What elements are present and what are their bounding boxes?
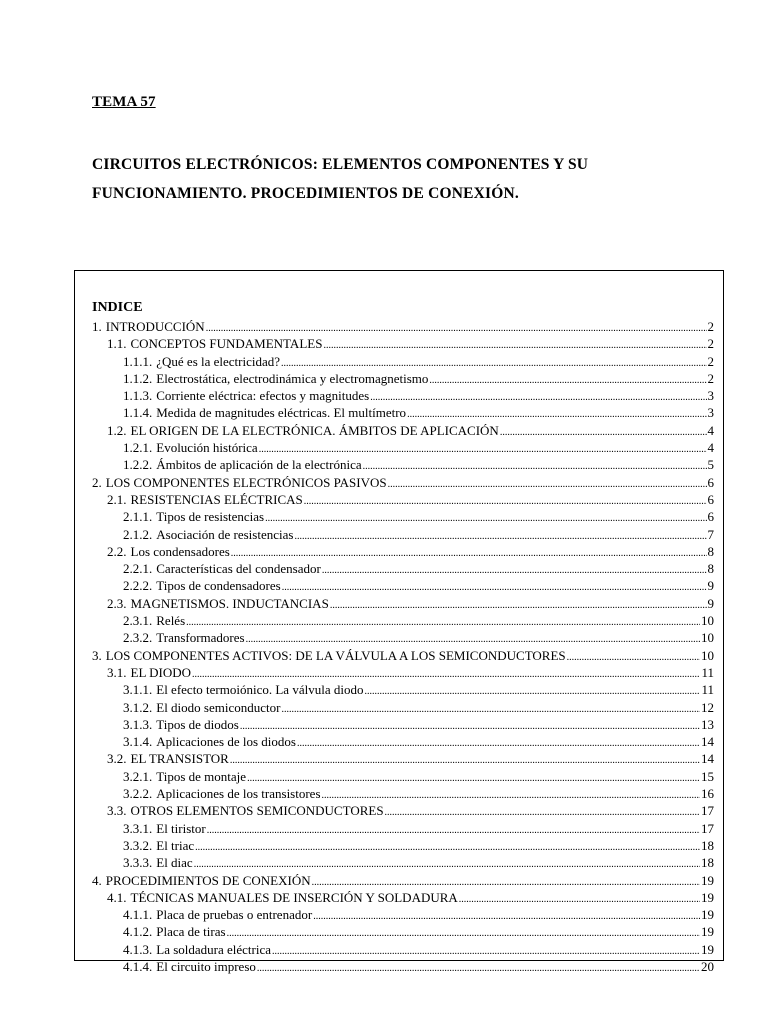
toc-entry bbox=[92, 577, 714, 594]
toc-entry-number: 3.3.2. bbox=[123, 837, 153, 853]
toc-entry-page: 4 bbox=[707, 440, 714, 456]
dot-leader bbox=[429, 372, 706, 387]
toc-entry-number: 2.3.1. bbox=[123, 613, 153, 629]
toc-entry-title: MAGNETISMOS. INDUCTANCIAS bbox=[130, 595, 329, 611]
document-title: CIRCUITOS ELECTRÓNICOS: ELEMENTOS COMPONENTES Y SU FUNCIONAMIENTO. PROCEDIMIENTOS DE CONEXIÓN. bbox=[92, 156, 589, 202]
toc-entry-page: 9 bbox=[707, 578, 714, 594]
toc-entry-title: La soldadura eléctrica bbox=[156, 941, 272, 957]
toc-entry-title: El tiristor bbox=[156, 820, 206, 836]
toc-entry-title: Ámbitos de aplicación de la electrónica bbox=[156, 457, 362, 473]
toc-entry-number: 1. bbox=[92, 319, 102, 334]
toc-entry bbox=[92, 681, 714, 698]
toc-entry bbox=[92, 941, 714, 958]
toc-entry-number: 3.2. bbox=[107, 751, 127, 767]
dot-leader bbox=[567, 649, 700, 664]
toc-entry-number: 3. bbox=[92, 647, 102, 663]
toc-entry-number: 1.1.1. bbox=[123, 353, 153, 369]
toc-entry bbox=[92, 318, 714, 335]
toc-entry-page: 2 bbox=[707, 319, 714, 334]
dot-leader bbox=[247, 770, 700, 785]
toc-entry-number: 2.3. bbox=[107, 595, 127, 611]
toc-entry-page: 6 bbox=[707, 474, 714, 490]
toc-entry-title: El triac bbox=[156, 837, 195, 853]
dot-leader bbox=[207, 822, 700, 837]
toc-entry-number: 4.1.4. bbox=[123, 958, 153, 974]
toc-entry-number: 4.1.2. bbox=[123, 924, 153, 940]
toc-entry-page: 11 bbox=[701, 682, 714, 698]
toc-entry-number: 2.3.2. bbox=[123, 630, 153, 646]
dot-leader bbox=[323, 337, 706, 352]
toc-entry-number: 1.1.3. bbox=[123, 388, 153, 404]
toc-entry-page: 10 bbox=[701, 630, 714, 646]
index-heading: INDICE bbox=[92, 300, 143, 315]
toc-entry bbox=[92, 768, 714, 785]
toc-entry-number: 2.2.1. bbox=[123, 561, 153, 577]
toc-entry bbox=[92, 491, 714, 508]
dot-leader bbox=[370, 389, 706, 404]
dot-leader bbox=[240, 718, 700, 733]
toc-entry-page: 5 bbox=[707, 457, 714, 473]
toc-entry-number: 2.2.2. bbox=[123, 578, 153, 594]
toc-entry-title: Tipos de montaje bbox=[156, 768, 247, 784]
toc-entry-title: TÉCNICAS MANUALES DE INSERCIÓN Y SOLDADURA bbox=[130, 889, 458, 905]
toc-entry bbox=[92, 733, 714, 750]
toc-entry-page: 10 bbox=[701, 613, 714, 629]
toc-entry-page: 13 bbox=[701, 716, 714, 732]
dot-leader bbox=[459, 891, 700, 906]
toc-entry-title: Aplicaciones de los diodos bbox=[156, 734, 296, 750]
toc-entry bbox=[92, 958, 714, 975]
topic-number: TEMA 57 bbox=[92, 94, 156, 110]
toc-entry-number: 3.1.4. bbox=[123, 734, 153, 750]
toc-entry-page: 18 bbox=[701, 855, 714, 871]
toc-entry bbox=[92, 456, 714, 473]
toc-entry-number: 1.1.2. bbox=[123, 370, 153, 386]
toc-entry-number: 4. bbox=[92, 872, 102, 888]
dot-leader bbox=[322, 787, 700, 802]
toc-entry-page: 18 bbox=[701, 837, 714, 853]
toc-entry-title: El efecto termoiónico. La válvula diodo bbox=[156, 682, 364, 698]
toc-entry bbox=[92, 508, 714, 525]
toc-entry-title: LOS COMPONENTES ACTIVOS: DE LA VÁLVULA A LOS SEMICONDUCTORES bbox=[105, 647, 566, 663]
toc-entry-page: 3 bbox=[707, 388, 714, 404]
toc-entry-title: OTROS ELEMENTOS SEMICONDUCTORES bbox=[130, 803, 384, 819]
toc-entry-title: Electrostática, electrodinámica y electromagnetismo bbox=[156, 370, 429, 386]
dot-leader bbox=[265, 510, 706, 525]
table-of-contents bbox=[92, 318, 714, 975]
toc-entry bbox=[92, 854, 714, 871]
toc-entry-page: 2 bbox=[707, 370, 714, 386]
toc-entry bbox=[92, 353, 714, 370]
toc-entry-page: 17 bbox=[701, 803, 714, 819]
toc-entry-number: 3.1.1. bbox=[123, 682, 153, 698]
toc-entry-title: Evolución histórica bbox=[156, 440, 258, 456]
toc-entry bbox=[92, 664, 714, 681]
toc-entry-title: PROCEDIMIENTOS DE CONEXIÓN bbox=[105, 872, 311, 888]
toc-entry-page: 9 bbox=[707, 595, 714, 611]
toc-entry-title: CONCEPTOS FUNDAMENTALES bbox=[130, 336, 323, 352]
toc-entry-title: Relés bbox=[156, 613, 186, 629]
toc-entry-number: 3.1.2. bbox=[123, 699, 153, 715]
toc-entry-title: Aplicaciones de los transistores bbox=[156, 786, 321, 802]
toc-entry bbox=[92, 335, 714, 352]
toc-entry-page: 17 bbox=[701, 820, 714, 836]
toc-entry-title: ¿Qué es la electricidad? bbox=[156, 353, 281, 369]
toc-entry bbox=[92, 785, 714, 802]
dot-leader bbox=[363, 458, 707, 473]
toc-entry bbox=[92, 370, 714, 387]
toc-entry-page: 19 bbox=[701, 924, 714, 940]
toc-entry-page: 7 bbox=[707, 526, 714, 542]
toc-entry-title: Características del condensador bbox=[156, 561, 321, 577]
toc-entry-title: LOS COMPONENTES ELECTRÓNICOS PASIVOS bbox=[105, 474, 387, 490]
toc-entry-page: 19 bbox=[701, 907, 714, 923]
toc-entry bbox=[92, 820, 714, 837]
toc-entry-page: 19 bbox=[701, 941, 714, 957]
toc-entry bbox=[92, 889, 714, 906]
toc-entry-title: Medida de magnitudes eléctricas. El multímetro bbox=[156, 405, 407, 421]
toc-entry-title: EL DIODO bbox=[130, 664, 192, 680]
toc-entry bbox=[92, 923, 714, 940]
toc-entry bbox=[92, 837, 714, 854]
dot-leader bbox=[230, 752, 700, 767]
toc-entry-number: 2.2. bbox=[107, 543, 127, 559]
toc-entry-title: El diac bbox=[156, 855, 193, 871]
toc-entry-number: 3.3.3. bbox=[123, 855, 153, 871]
toc-entry-page: 15 bbox=[701, 768, 714, 784]
dot-leader bbox=[186, 614, 700, 629]
toc-entry-page: 12 bbox=[701, 699, 714, 715]
dot-leader bbox=[322, 562, 707, 577]
dot-leader bbox=[231, 545, 707, 560]
dot-leader bbox=[313, 908, 700, 923]
toc-entry-page: 2 bbox=[707, 336, 714, 352]
dot-leader bbox=[195, 839, 700, 854]
toc-entry bbox=[92, 802, 714, 819]
toc-entry-title: EL ORIGEN DE LA ELECTRÓNICA. ÁMBITOS DE APLICACIÓN bbox=[130, 422, 499, 438]
toc-entry bbox=[92, 560, 714, 577]
dot-leader bbox=[281, 701, 700, 716]
toc-entry-page: 14 bbox=[701, 734, 714, 750]
toc-entry bbox=[92, 612, 714, 629]
dot-leader bbox=[257, 960, 700, 975]
dot-leader bbox=[227, 925, 700, 940]
toc-entry-title: Transformadores bbox=[156, 630, 245, 646]
toc-entry-page: 14 bbox=[701, 751, 714, 767]
dot-leader bbox=[407, 406, 706, 421]
toc-entry-page: 11 bbox=[701, 664, 714, 680]
toc-entry-title: Placa de pruebas o entrenador bbox=[156, 907, 313, 923]
toc-entry-title: RESISTENCIAS ELÉCTRICAS bbox=[130, 491, 303, 507]
toc-entry-title: EL TRANSISTOR bbox=[130, 751, 229, 767]
toc-entry-title: Tipos de diodos bbox=[156, 716, 239, 732]
dot-leader bbox=[294, 528, 706, 543]
toc-entry-number: 1.2.2. bbox=[123, 457, 153, 473]
toc-entry bbox=[92, 543, 714, 560]
dot-leader bbox=[304, 493, 707, 508]
toc-entry-title: Corriente eléctrica: efectos y magnitudes bbox=[156, 388, 370, 404]
dot-leader bbox=[500, 424, 707, 439]
toc-entry-number: 4.1.1. bbox=[123, 907, 153, 923]
toc-entry bbox=[92, 404, 714, 421]
toc-entry-number: 3.2.1. bbox=[123, 768, 153, 784]
toc-entry-page: 19 bbox=[701, 889, 714, 905]
toc-entry-title: Placa de tiras bbox=[156, 924, 226, 940]
toc-entry-title: El circuito impreso bbox=[156, 958, 256, 974]
toc-entry-number: 2.1.1. bbox=[123, 509, 153, 525]
toc-entry-number: 1.2. bbox=[107, 422, 127, 438]
toc-entry-title: Tipos de resistencias bbox=[156, 509, 265, 525]
toc-entry bbox=[92, 647, 714, 664]
dot-leader bbox=[272, 943, 700, 958]
toc-entry-page: 6 bbox=[707, 509, 714, 525]
toc-entry-page: 20 bbox=[701, 958, 714, 974]
dot-leader bbox=[330, 597, 707, 612]
toc-entry bbox=[92, 387, 714, 404]
toc-entry-page: 19 bbox=[701, 872, 714, 888]
toc-entry-page: 8 bbox=[707, 561, 714, 577]
toc-entry-number: 4.1. bbox=[107, 889, 127, 905]
toc-entry-title: Tipos de condensadores bbox=[156, 578, 281, 594]
toc-entry bbox=[92, 629, 714, 646]
toc-entry bbox=[92, 595, 714, 612]
toc-entry-title: Los condensadores bbox=[130, 543, 230, 559]
toc-entry-number: 4.1.3. bbox=[123, 941, 153, 957]
toc-entry-number: 2.1. bbox=[107, 491, 127, 507]
toc-entry-page: 16 bbox=[701, 786, 714, 802]
toc-entry bbox=[92, 716, 714, 733]
dot-leader bbox=[246, 631, 700, 646]
dot-leader bbox=[297, 735, 700, 750]
toc-entry-number: 1.1. bbox=[107, 336, 127, 352]
toc-entry bbox=[92, 906, 714, 923]
dot-leader bbox=[192, 666, 700, 681]
toc-entry-page: 8 bbox=[707, 543, 714, 559]
toc-entry bbox=[92, 439, 714, 456]
toc-entry-number: 3.1.3. bbox=[123, 716, 153, 732]
toc-entry-page: 3 bbox=[707, 405, 714, 421]
toc-entry bbox=[92, 750, 714, 767]
toc-entry-number: 3.3. bbox=[107, 803, 127, 819]
dot-leader bbox=[312, 874, 700, 889]
toc-entry-number: 3.2.2. bbox=[123, 786, 153, 802]
toc-entry-number: 2. bbox=[92, 474, 102, 490]
toc-entry-page: 6 bbox=[707, 491, 714, 507]
toc-entry bbox=[92, 422, 714, 439]
toc-entry-page: 10 bbox=[701, 647, 714, 663]
toc-entry bbox=[92, 872, 714, 889]
toc-entry-page: 2 bbox=[707, 353, 714, 369]
toc-entry bbox=[92, 699, 714, 716]
toc-entry-number: 3.1. bbox=[107, 664, 127, 680]
dot-leader bbox=[385, 804, 700, 819]
dot-leader bbox=[282, 579, 707, 594]
toc-entry-number: 2.1.2. bbox=[123, 526, 153, 542]
toc-entry-number: 3.3.1. bbox=[123, 820, 153, 836]
dot-leader bbox=[194, 856, 700, 871]
toc-entry-number: 1.2.1. bbox=[123, 440, 153, 456]
toc-entry-title: El diodo semiconductor bbox=[156, 699, 281, 715]
toc-entry-page: 4 bbox=[707, 422, 714, 438]
toc-entry bbox=[92, 474, 714, 491]
dot-leader bbox=[281, 355, 706, 370]
toc-entry bbox=[92, 526, 714, 543]
toc-entry-title: Asociación de resistencias bbox=[156, 526, 294, 542]
index-box bbox=[74, 270, 724, 974]
dot-leader bbox=[364, 683, 700, 698]
toc-entry-number: 1.1.4. bbox=[123, 405, 153, 421]
toc-entry-title: INTRODUCCIÓN bbox=[105, 319, 205, 334]
dot-leader bbox=[388, 476, 707, 491]
dot-leader bbox=[259, 441, 707, 456]
dot-leader bbox=[206, 320, 707, 335]
